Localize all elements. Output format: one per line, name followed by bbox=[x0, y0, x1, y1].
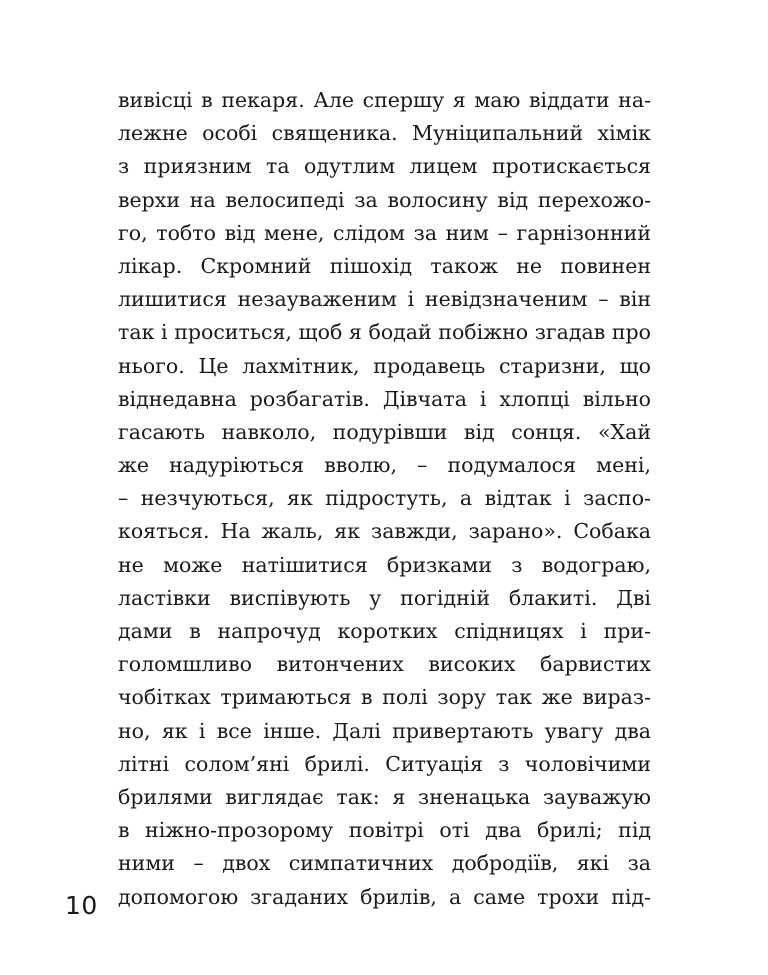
text-line: го, тобто від мене, слідом за ним – гарнізонний bbox=[118, 220, 651, 245]
text-line: гасають навколо, подурівши від сонця. «Хай bbox=[118, 419, 651, 444]
text-line: верхи на велосипеді за волосину від перехожо- bbox=[118, 187, 651, 212]
text-line: вивісці в пекаря. Але спершу я маю віддати на- bbox=[118, 88, 651, 112]
text-line: ними – двох симпатичних добродіїв, які за bbox=[118, 851, 651, 876]
text-line: – незчуються, як підростуть, а відтак і заспо- bbox=[118, 486, 651, 511]
text-line: нього. Це лахмітник, продавець старизни, що bbox=[118, 353, 651, 378]
text-line: з приязним та одутлим лицем протискається bbox=[118, 154, 651, 179]
body-text bbox=[118, 84, 651, 914]
text-line: так і проситься, щоб я бодай побіжно згадав про bbox=[118, 320, 651, 345]
text-line: віднедавна розбагатів. Дівчата і хлопці вільно bbox=[118, 386, 651, 411]
text-line: літні солом’яні брилі. Ситуація з чоловічими bbox=[118, 751, 651, 776]
text-line: допомогою згаданих брилів, а саме трохи під- bbox=[118, 884, 651, 909]
text-line: в ніжно-прозорому повітрі оті два брилі; під bbox=[118, 818, 651, 843]
text-line: же надуріються вволю, – подумалося мені, bbox=[118, 453, 651, 478]
text-line: брилями виглядає так: я зненацька зауважую bbox=[118, 784, 651, 809]
text-line: чобітках тримаються в полі зору так же вираз- bbox=[118, 685, 651, 710]
text-line: лишитися незауваженим і невідзначеним – він bbox=[118, 287, 651, 312]
text-line: лікар. Скромний пішохід також не повинен bbox=[118, 253, 651, 278]
text-line: не може натішитися бризками з водограю, bbox=[118, 552, 651, 577]
text-line: дами в напрочуд коротких спідницях і при- bbox=[118, 619, 651, 643]
text-line: ластівки виспівують у погідній блакиті. Дві bbox=[118, 585, 651, 610]
page-number: 10 bbox=[65, 891, 98, 920]
text-line: кояться. На жаль, як завжди, зарано». Собака bbox=[118, 519, 651, 544]
text-line: лежне особі священика. Муніципальний хімік bbox=[118, 121, 651, 146]
text-line: но, як і все інше. Далі привертають увагу два bbox=[118, 718, 651, 743]
text-line: голомшливо витончених високих барвистих bbox=[118, 652, 651, 677]
